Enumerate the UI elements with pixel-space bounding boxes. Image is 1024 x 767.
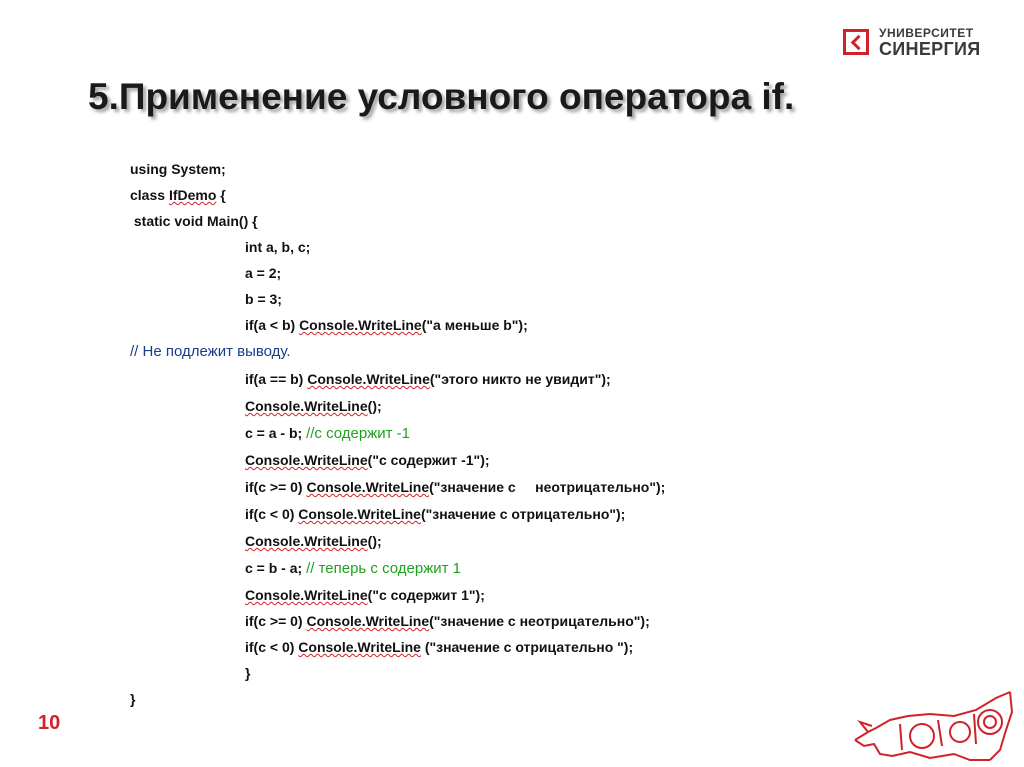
university-logo [843, 26, 993, 62]
code-line: Console.WriteLine("c содержит -1"); [245, 452, 490, 468]
logo-mark-icon [843, 29, 869, 55]
code-line: if(c < 0) Console.WriteLine("значение c отрицательно"); [245, 506, 626, 522]
code-line: c = a - b; //c содержит -1 [245, 425, 410, 442]
code-line: a = 2; [245, 265, 282, 281]
slide-title: 5.Применение условного оператора if. [88, 76, 795, 117]
code-line: Console.WriteLine(); [245, 398, 382, 414]
class-name: IfDemo [168, 187, 217, 203]
code-line: if(a < b) Console.WriteLine("a меньше b"); [245, 317, 528, 333]
code-line: if(a == b) Console.WriteLine("этого никто не увидит"); [245, 371, 611, 387]
code-line: c = b - a; // теперь с содержит 1 [245, 560, 461, 577]
code-line: b = 3; [245, 291, 282, 307]
code-line: if(c >= 0) Console.WriteLine("значение c неотрицательно"); [245, 479, 666, 495]
code-line: class IfDemo { [130, 187, 226, 203]
code-line: int a, b, c; [245, 239, 311, 255]
code-line: } [130, 691, 136, 707]
code-comment: // Не подлежит выводу. [130, 343, 291, 360]
code-line: Console.WriteLine("c содержит 1"); [245, 587, 485, 603]
logo-line-1: УНИВЕРСИТЕТ [879, 26, 974, 40]
code-line: if(c < 0) Console.WriteLine ("значение c отрицательно "); [245, 639, 634, 655]
code-line: if(c >= 0) Console.WriteLine("значение c неотрицательно"); [245, 613, 650, 629]
code-line: using System; [130, 161, 226, 177]
code-line: } [245, 665, 251, 681]
page-number: 10 [38, 712, 61, 734]
code-line: Console.WriteLine(); [245, 533, 382, 549]
rhino-ornament-icon [850, 680, 1020, 765]
code-line: static void Main() { [130, 213, 258, 229]
logo-line-2: СИНЕРГИЯ [879, 39, 981, 59]
